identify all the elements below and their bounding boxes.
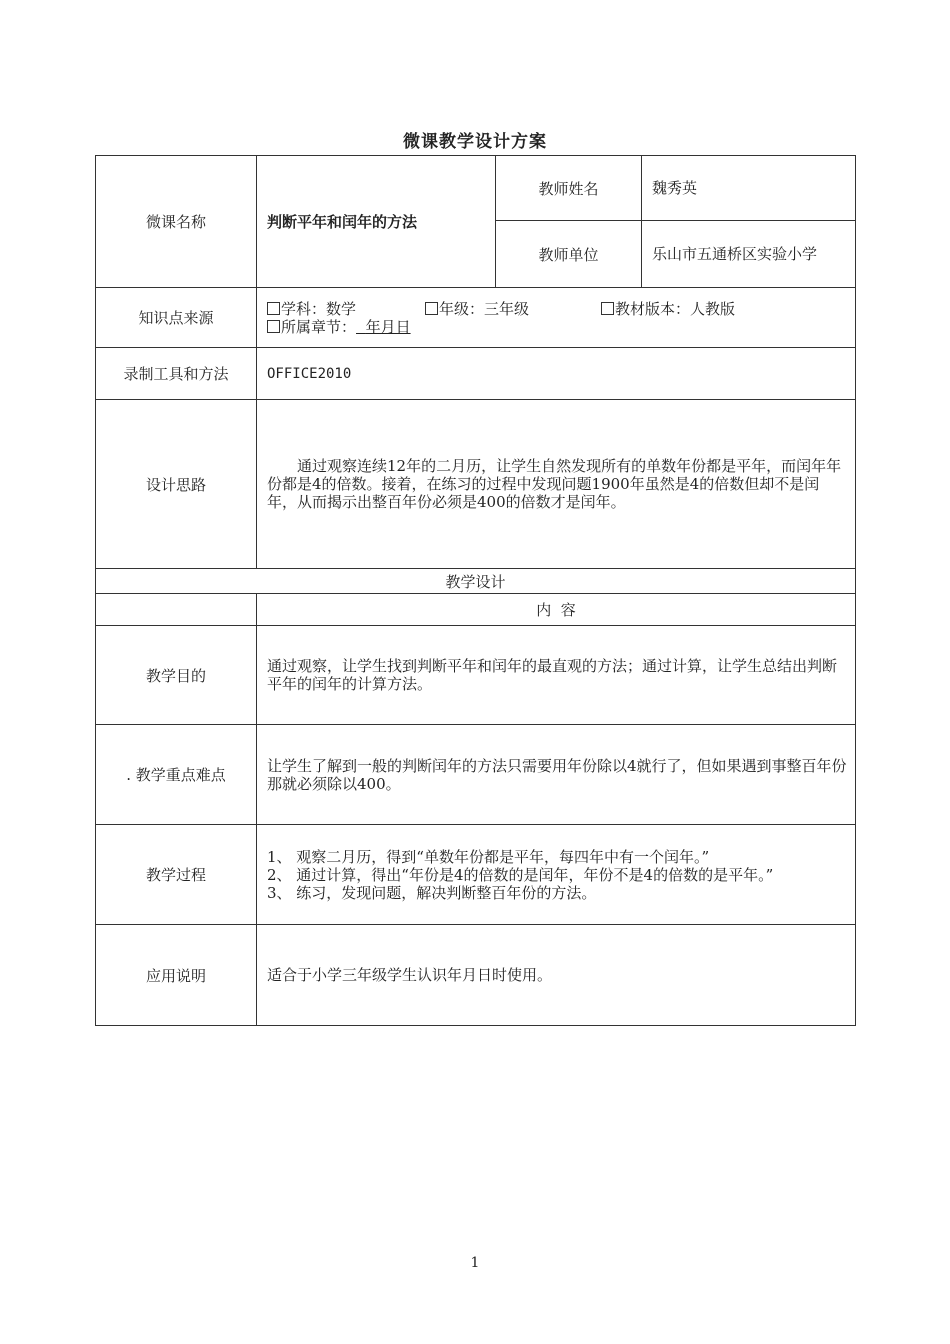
- process-step: 2、 通过计算，得出“年份是4的倍数的是闰年，年份不是4的倍数的是平年。”: [267, 865, 774, 884]
- chapter-option: 所属章节： 年月日: [267, 318, 847, 336]
- application-text: 适合于小学三年级学生认识年月日时使用。: [257, 925, 856, 1026]
- course-name-label: 微课名称: [96, 156, 257, 288]
- key-points-label: . 教学重点难点: [96, 725, 257, 825]
- checkbox-icon: [425, 302, 438, 315]
- teaching-design-header: 教学设计: [96, 569, 856, 594]
- teaching-process-label: 教学过程: [96, 825, 257, 925]
- content-header: 内 容: [257, 594, 856, 626]
- textbook-option: 教材版本：人教版: [601, 300, 735, 318]
- design-table: [95, 155, 856, 1026]
- teacher-name-label: 教师姓名: [496, 156, 642, 221]
- recording-tools-label: 录制工具和方法: [96, 348, 257, 400]
- application-label: 应用说明: [96, 925, 257, 1026]
- key-points-text: 让学生了解到一般的判断闰年的方法只需要用年份除以4就行了，但如果遇到事整百年份那就必须除以400。: [257, 725, 856, 825]
- teaching-goal-text: 通过观察，让学生找到判断平年和闰年的最直观的方法；通过计算，让学生总结出判断平年的闰年的计算方法。: [257, 626, 856, 725]
- content-header-blank: [96, 594, 257, 626]
- process-step: 1、 观察二月历，得到“单数年份都是平年，每四年中有一个闰年。”: [267, 847, 710, 866]
- knowledge-source-value: [257, 288, 856, 348]
- subject-option: 学科：数学: [267, 300, 425, 318]
- knowledge-source-label: 知识点来源: [96, 288, 257, 348]
- design-idea-text: 通过观察连续12年的二月历，让学生自然发现所有的单数年份都是平年，而闰年年份都是4的倍数。接着，在练习的过程中发现问题1900年虽然是4的倍数但却不是闰年，从而揭示出整百年份必须是400的倍数才是闰年。: [257, 400, 856, 569]
- teacher-unit-value: 乐山市五通桥区实验小学: [642, 221, 856, 288]
- design-idea-label: 设计思路: [96, 400, 257, 569]
- teaching-process-text: [257, 825, 856, 925]
- process-step: 3、 练习，发现问题，解决判断整百年份的方法。: [267, 883, 597, 902]
- checkbox-icon: [267, 320, 280, 333]
- teacher-name-value: 魏秀英: [642, 156, 856, 221]
- checkbox-icon: [601, 302, 614, 315]
- teacher-unit-label: 教师单位: [496, 221, 642, 288]
- teaching-goal-label: 教学目的: [96, 626, 257, 725]
- chapter-value: 年月日: [365, 317, 411, 336]
- course-name-value: 判断平年和闰年的方法: [257, 156, 496, 288]
- page-number: 1: [470, 1255, 480, 1271]
- document-title: 微课教学设计方案: [403, 132, 547, 152]
- grade-option: 年级：三年级: [425, 300, 601, 318]
- recording-tools-value: OFFICE2010: [257, 348, 856, 400]
- checkbox-icon: [267, 302, 280, 315]
